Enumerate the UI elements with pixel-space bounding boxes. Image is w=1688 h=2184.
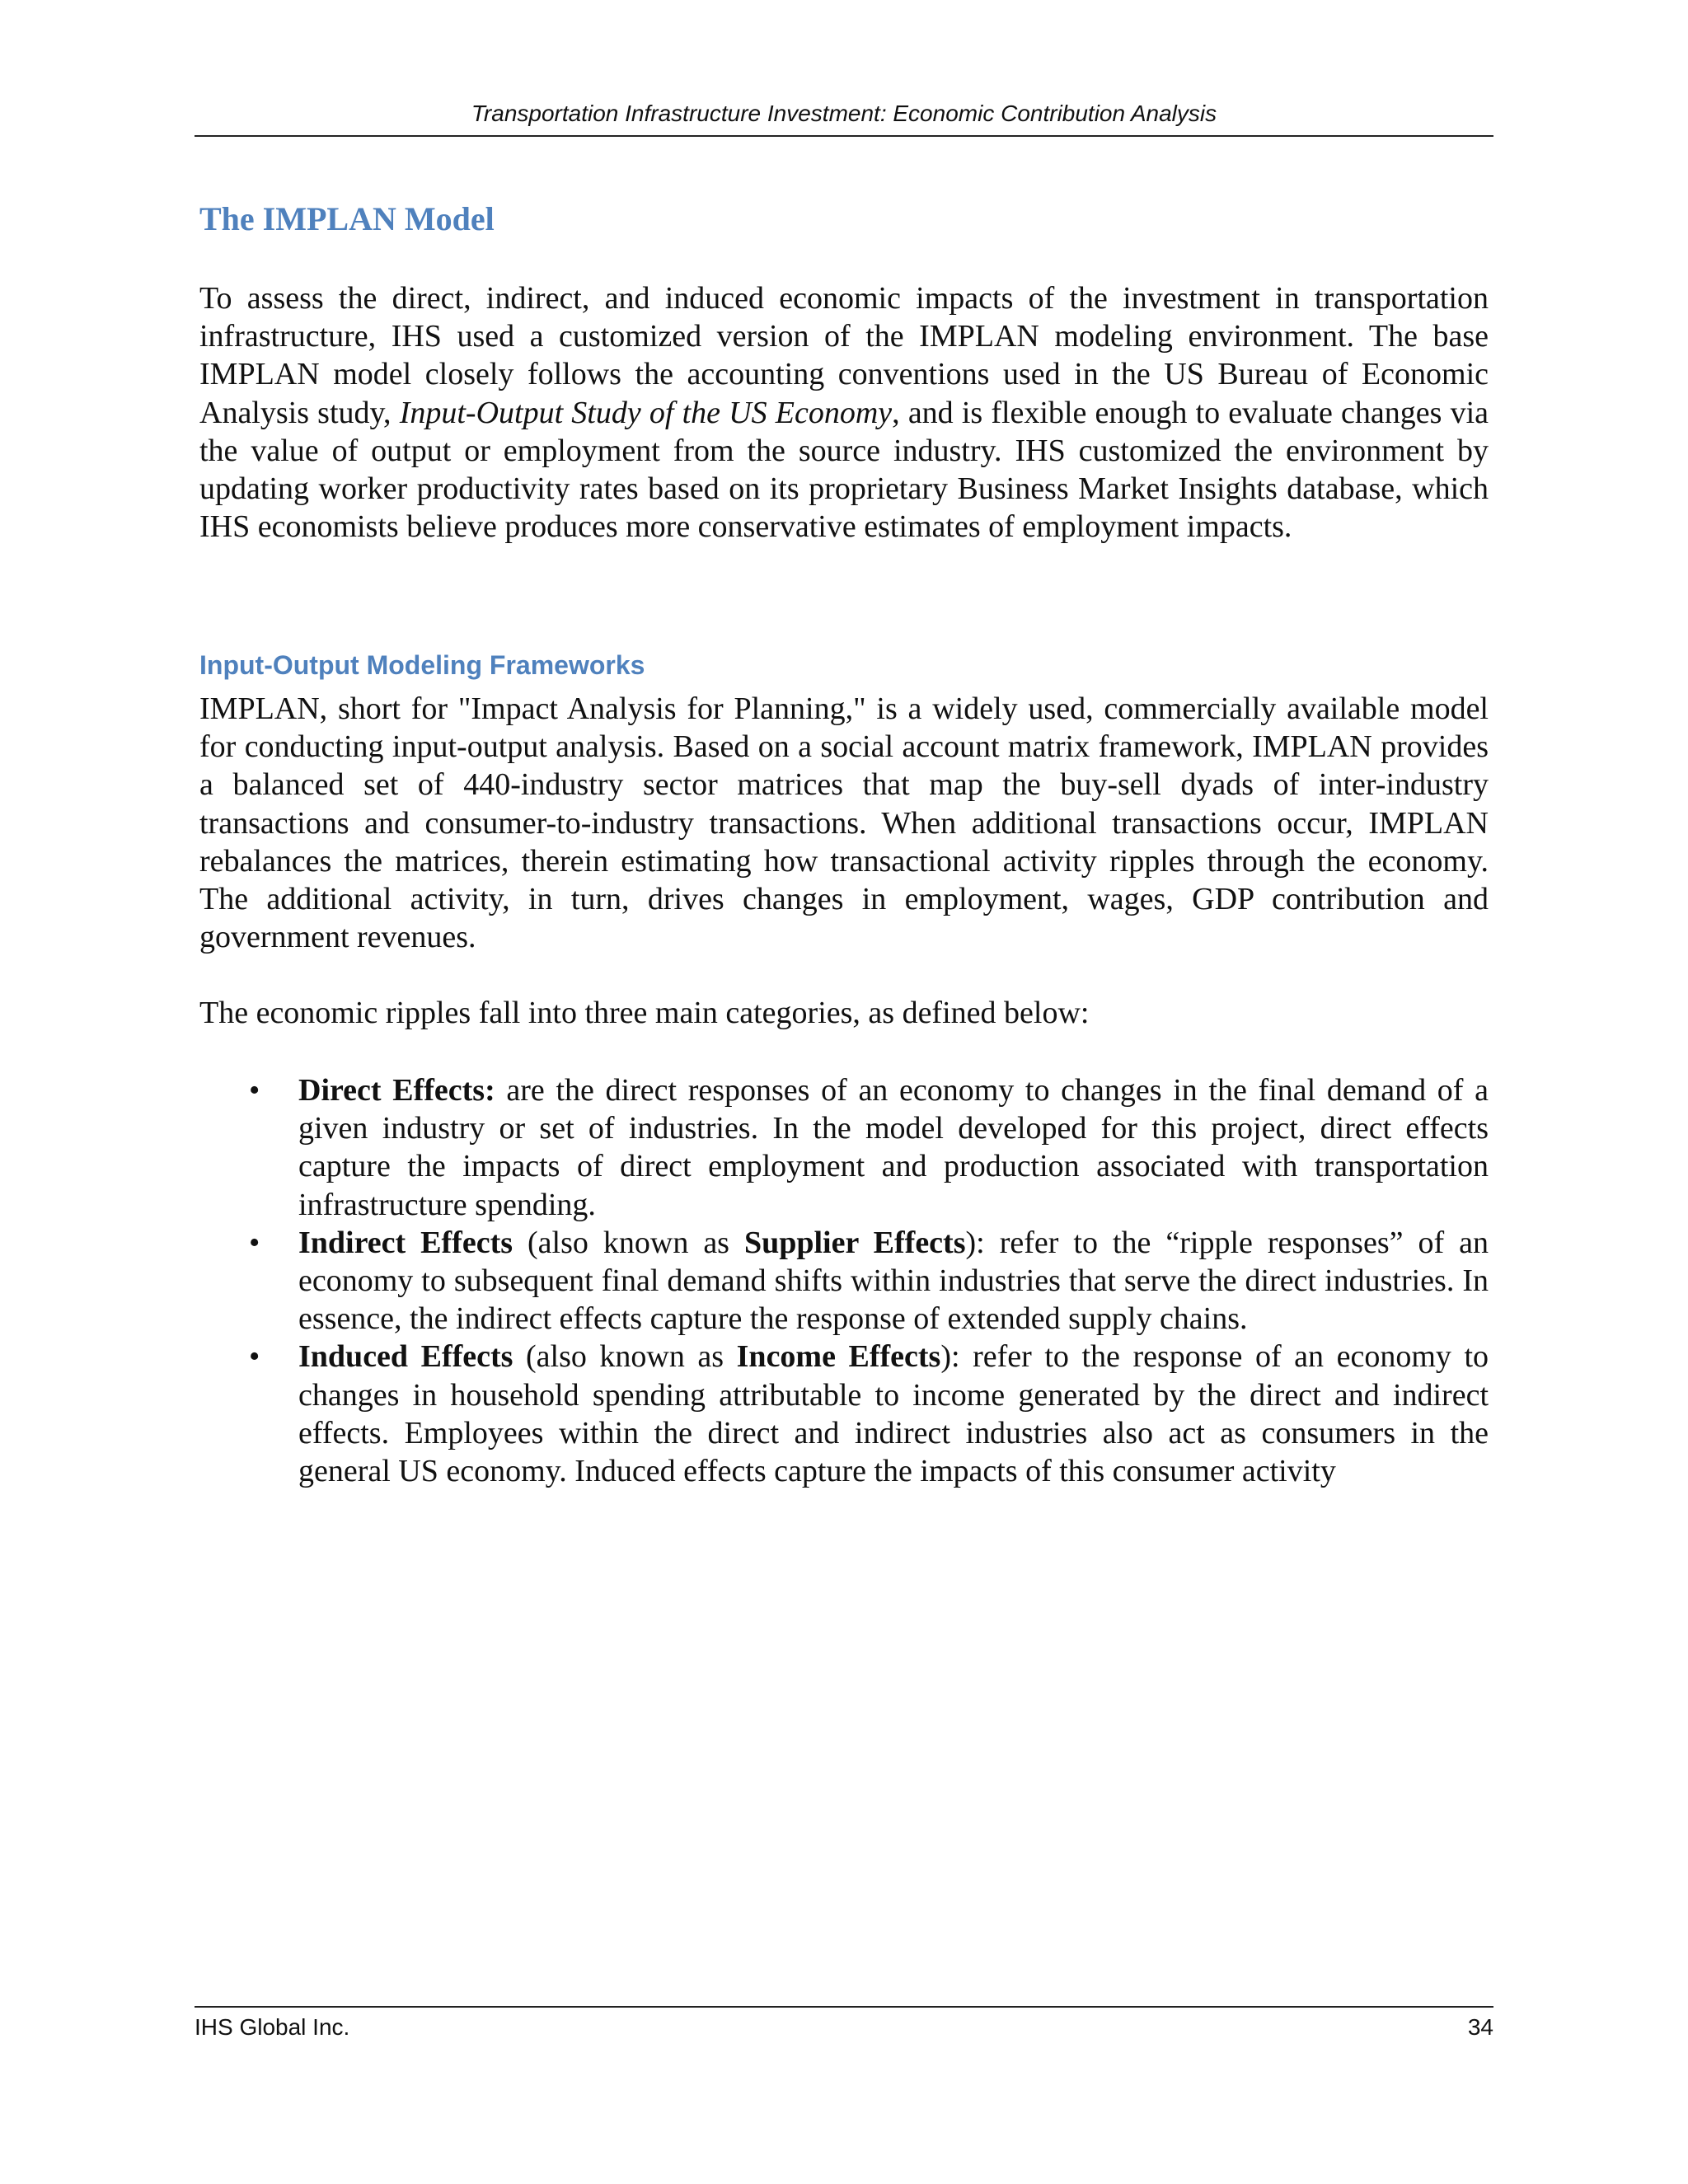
indirect-effects-term: Indirect Effects — [298, 1225, 513, 1260]
induced-aka-prefix: (also known as — [513, 1339, 737, 1375]
bullet-icon: • — [249, 1225, 260, 1260]
section-heading: The IMPLAN Model — [199, 200, 495, 237]
footer-page-number: 34 — [1467, 2014, 1493, 2040]
effects-list — [199, 1071, 1489, 1490]
supplier-effects-term: Supplier Effects — [743, 1225, 966, 1260]
induced-effects-term: Induced Effects — [298, 1339, 513, 1375]
running-header-title: Transportation Infrastructure Investment: Economic Contribution Analysis — [471, 101, 1217, 126]
induced-effects-text: ): refer to the response of an economy to changes in household spending attributable to income generated by the direct and indirect effects. Employees within the direct and indirect industries also act as consumers in the general US economy. Induced effects capture the impacts of this consumer activity — [298, 1339, 1489, 1489]
study-title: Input-Output Study of the US Economy — [399, 395, 893, 430]
subsection-heading: Input-Output Modeling Frameworks — [199, 650, 645, 680]
intro-paragraph — [199, 279, 1489, 546]
income-effects-term: Income Effects — [736, 1339, 941, 1375]
direct-effects-text: are the direct responses of an economy to changes in the final demand of a given industry or set of industries. In the model developed for this project, direct effects capture the impacts of direct employment and production associated with transportation infrastructure spending. — [298, 1073, 1489, 1222]
list-item-direct-effects — [199, 1071, 1489, 1224]
bullet-icon: • — [249, 1339, 260, 1375]
implan-description-paragraph: IMPLAN, short for "Impact Analysis for Planning," is a widely used, commercially available model for conducting input-output analysis. Based on a social account matrix framework, IMPLAN provides a balanced set of 440-industry sector matrices that map the buy-sell dyads of inter-industry transactions and consumer-to-industry transactions. When additional transactions occur, IMPLAN rebalances the matrices, therein estimating how transactional activity ripples through the economy. The additional activity, in turn, drives changes in employment, wages, GDP contribution and government revenues. — [199, 691, 1489, 955]
intro-text-part2: , and is flexible enough to evaluate changes via the value of output or employment from the source industry. IHS customized the environment by updating worker productivity rates based on its proprietary Business Market Insights database, which IHS economists believe produces more conservative estimates of employment impacts. — [199, 395, 1489, 545]
categories-lead-in: The economic ripples fall into three main categories, as defined below: — [199, 996, 1090, 1030]
list-item-indirect-effects — [199, 1224, 1489, 1338]
direct-effects-term: Direct Effects: — [298, 1073, 495, 1108]
header-divider — [195, 135, 1493, 137]
footer-divider — [195, 2006, 1493, 2008]
indirect-aka-prefix: (also known as — [513, 1225, 744, 1260]
indirect-effects-text: ): refer to the “ripple responses” of an economy to subsequent final demand shifts within industries that serve the direct industries. In essence, the indirect effects capture the response of extended supply chains. — [298, 1225, 1489, 1337]
list-item-induced-effects — [199, 1338, 1489, 1490]
footer-company: IHS Global Inc. — [195, 2014, 350, 2040]
intro-text-part1: To assess the direct, indirect, and induced economic impacts of the investment in transportation infrastructure, IHS used a customized version of the IMPLAN modeling environment. The base IMPLAN model closely follows the accounting conventions used in the US Bureau of Economic Analysis study, — [199, 281, 1489, 430]
bullet-icon: • — [249, 1073, 260, 1108]
